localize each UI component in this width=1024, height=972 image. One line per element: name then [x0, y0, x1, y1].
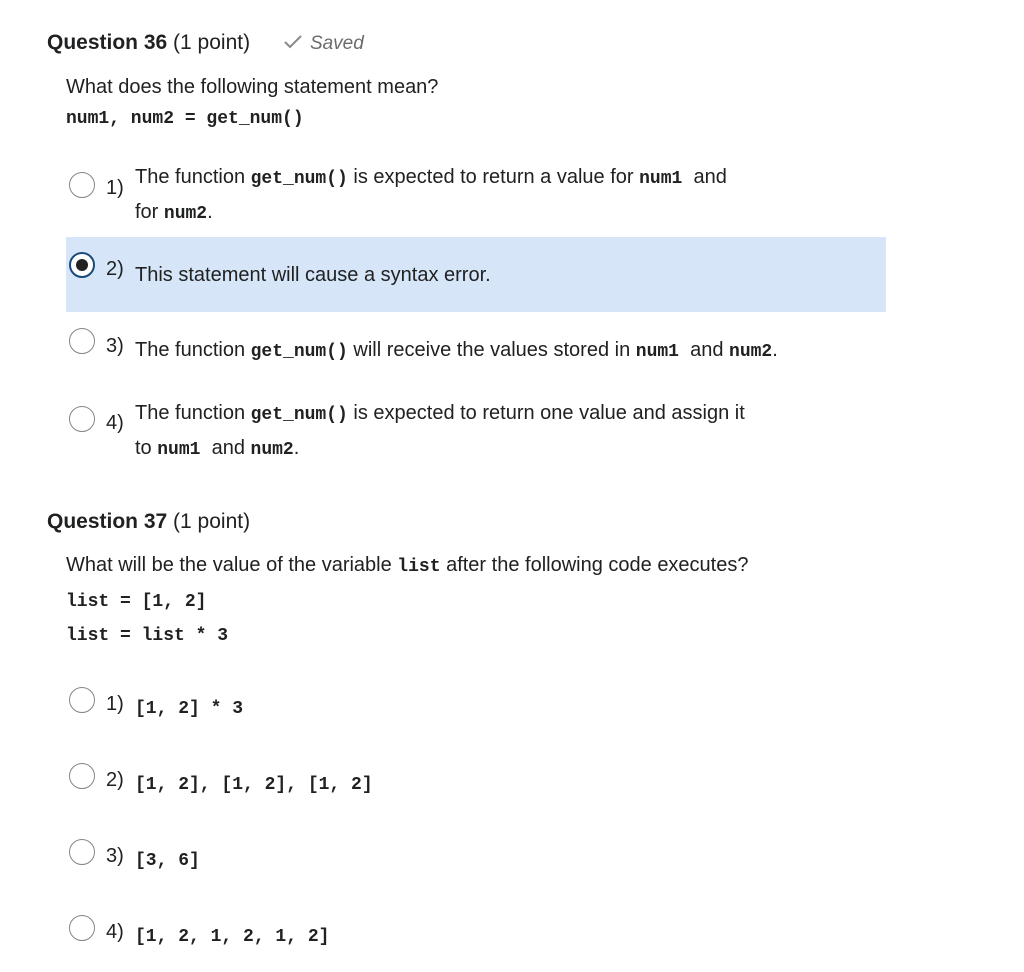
option-text: [1, 2], [1, 2], [1, 2] [135, 775, 373, 795]
radio-button-selected[interactable] [69, 252, 95, 278]
option-number: 3) [106, 845, 124, 867]
question-points: (1 point) [173, 510, 251, 533]
radio-button[interactable] [69, 406, 95, 432]
question-37-code-line-2: list = list * 3 [66, 626, 229, 646]
q36-option-1[interactable] [66, 160, 886, 232]
radio-dot-icon [76, 259, 88, 271]
option-text-line2: to num1 and num2. [135, 437, 300, 460]
question-36-header [47, 31, 364, 55]
checkmark-icon [284, 33, 304, 55]
option-text: This statement will cause a syntax error. [135, 264, 491, 286]
saved-status [284, 33, 364, 54]
q36-option-2[interactable] [66, 237, 886, 312]
q37-option-4[interactable] [66, 916, 886, 956]
question-37-code-line-1: list = [1, 2] [66, 592, 207, 612]
q37-option-2[interactable] [66, 764, 886, 804]
option-text: [1, 2] * 3 [135, 699, 244, 719]
question-title: Question 36 [47, 31, 168, 54]
option-number: 1) [106, 693, 124, 715]
option-number: 4) [106, 921, 124, 943]
option-number: 4) [106, 412, 124, 434]
radio-button[interactable] [69, 839, 95, 865]
q37-option-3[interactable] [66, 840, 886, 880]
option-text: The function get_num() is expected to return a value for num1 and [135, 166, 727, 189]
radio-button[interactable] [69, 763, 95, 789]
option-number: 2) [106, 258, 124, 280]
question-37-header [47, 510, 250, 534]
question-36-prompt: What does the following statement mean? [66, 76, 439, 98]
q37-option-1[interactable] [66, 688, 886, 728]
question-points: (1 point) [173, 31, 251, 54]
radio-button[interactable] [69, 915, 95, 941]
option-number: 1) [106, 177, 124, 199]
radio-button[interactable] [69, 687, 95, 713]
question-36-code: num1, num2 = get_num() [66, 109, 304, 129]
question-37-prompt: What will be the value of the variable list after the following code executes? [66, 554, 749, 577]
q36-option-3[interactable] [66, 332, 886, 372]
radio-button[interactable] [69, 172, 95, 198]
option-text-line2: for num2. [135, 201, 213, 224]
saved-label: Saved [309, 33, 364, 54]
radio-button[interactable] [69, 328, 95, 354]
option-number: 3) [106, 335, 124, 357]
option-number: 2) [106, 769, 124, 791]
q36-option-4[interactable] [66, 396, 886, 468]
question-title: Question 37 [47, 510, 168, 533]
option-text: The function get_num() is expected to return one value and assign it [135, 402, 745, 425]
option-text: [3, 6] [135, 851, 200, 871]
option-text: The function get_num() will receive the values stored in num1 and num2. [135, 339, 778, 362]
option-text: [1, 2, 1, 2, 1, 2] [135, 927, 330, 947]
